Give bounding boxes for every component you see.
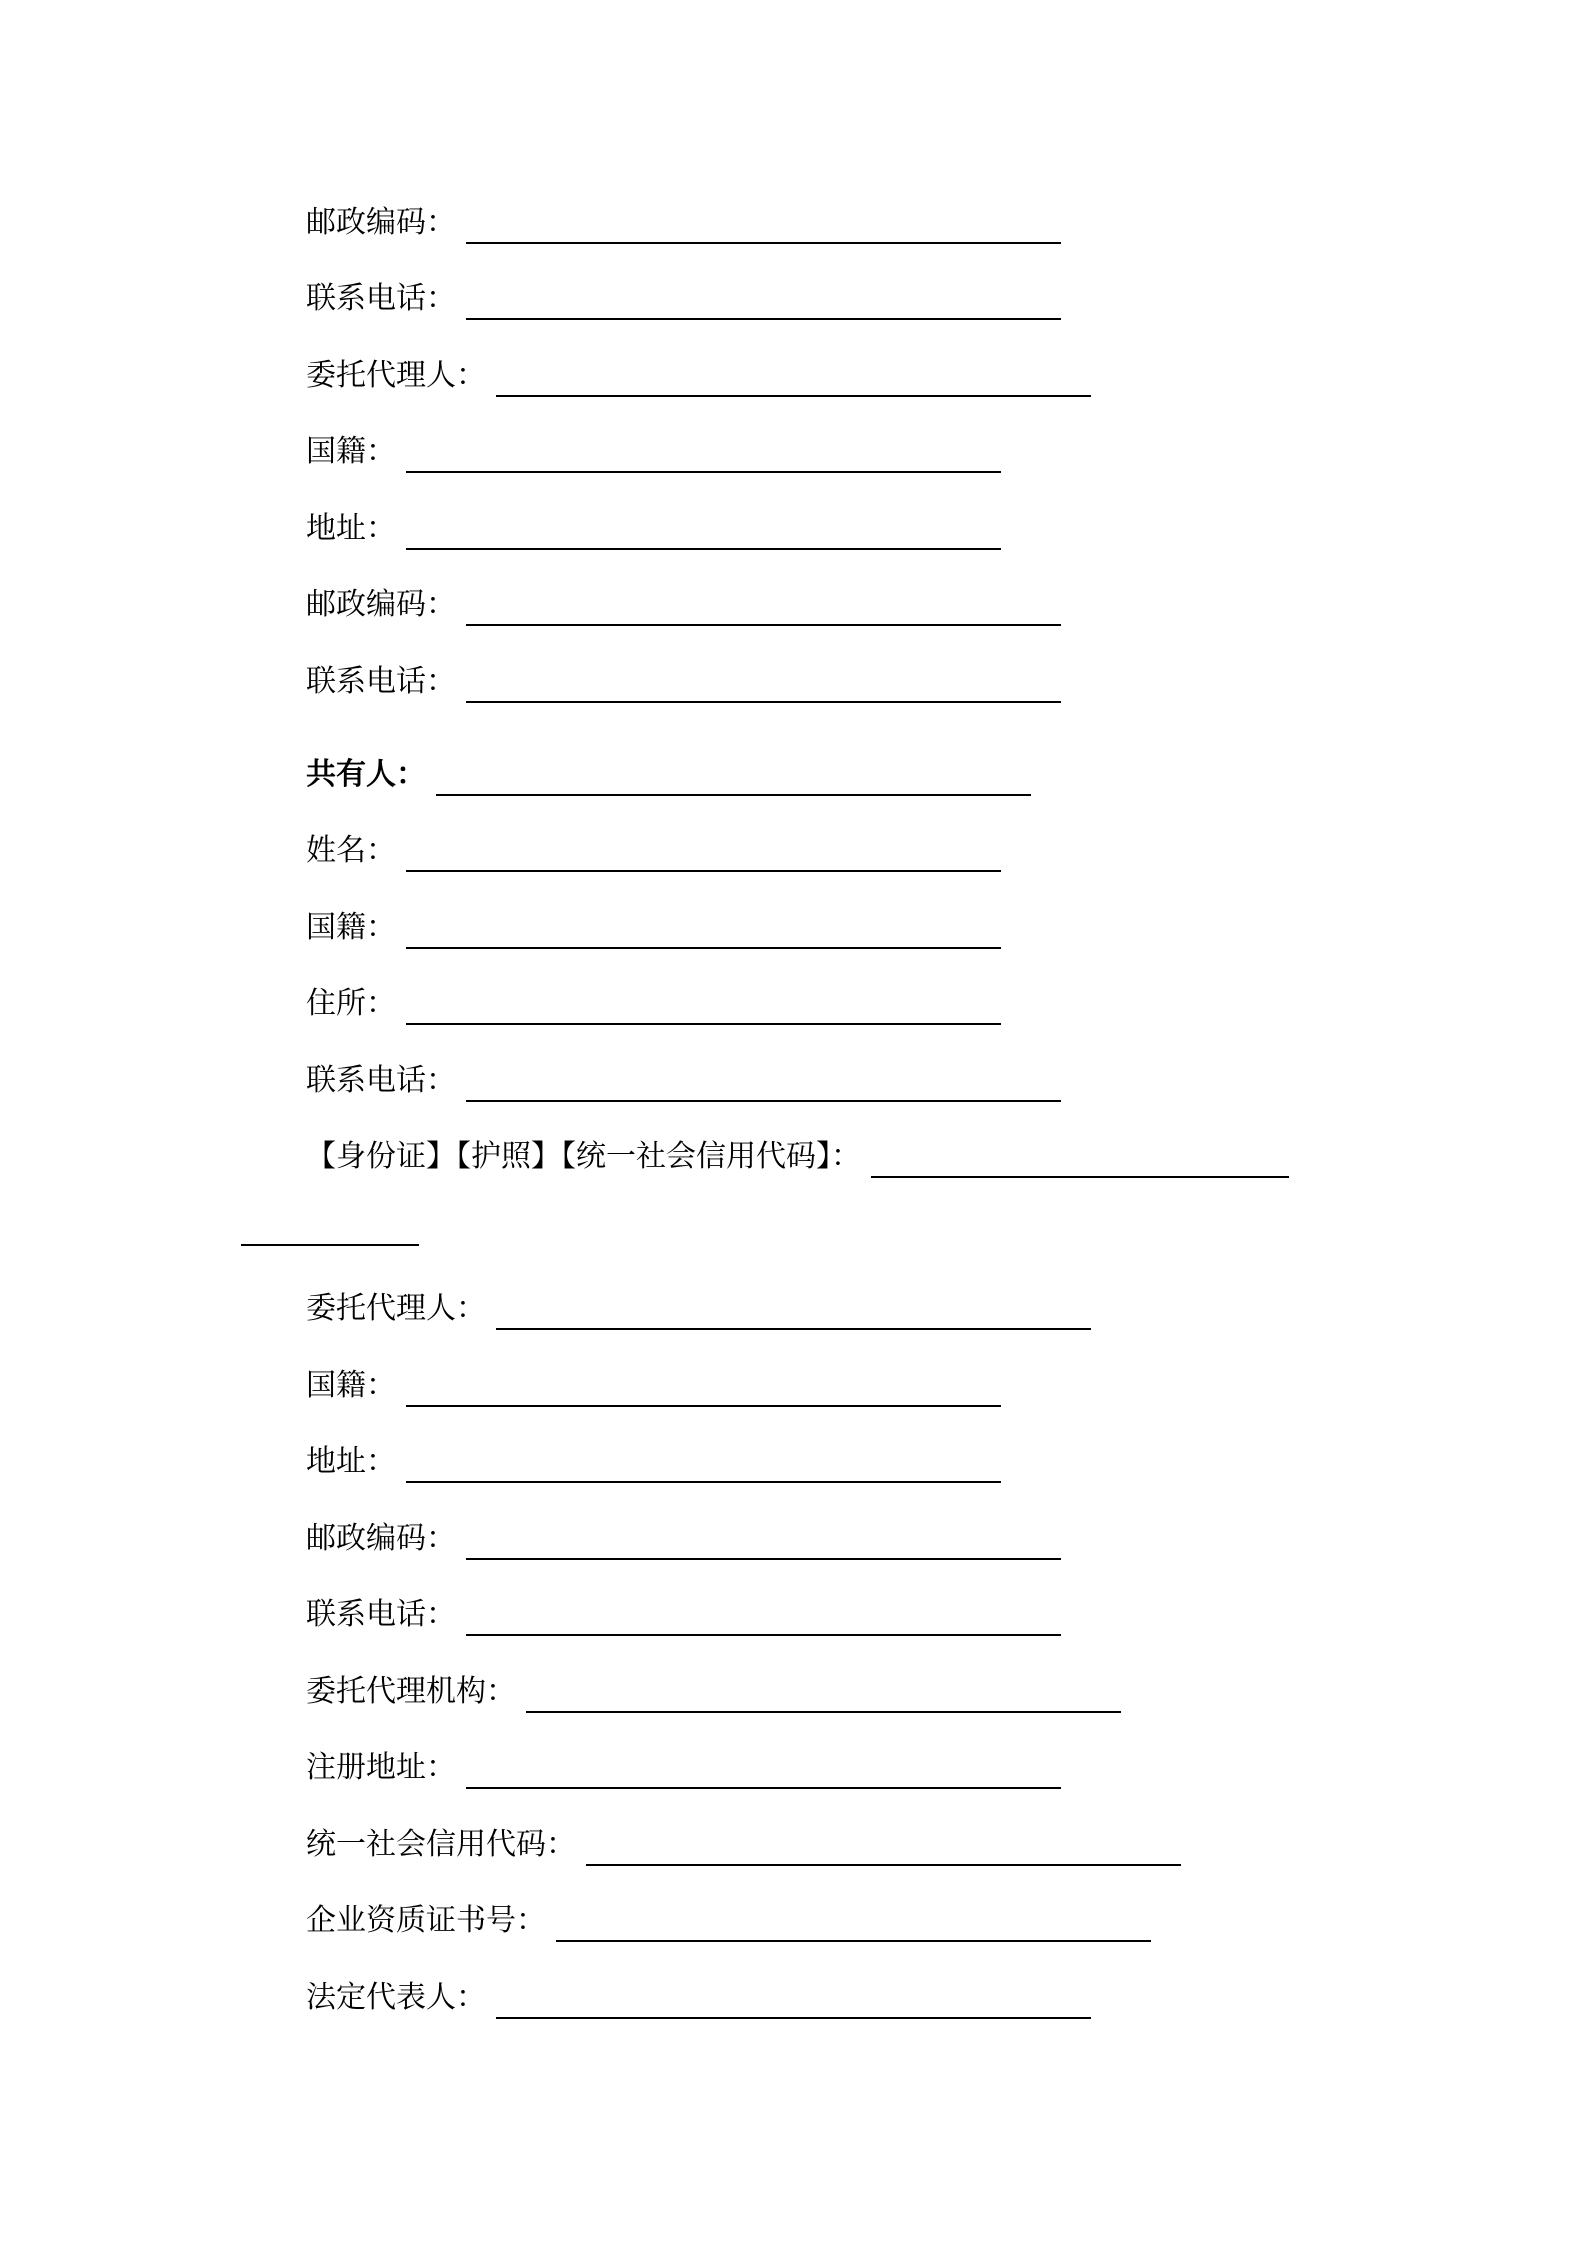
postal-code-blank[interactable]: [466, 242, 1061, 244]
address-label: 地址：: [306, 511, 396, 546]
agent-blank[interactable]: [496, 1328, 1091, 1330]
name-label: 姓名：: [306, 833, 396, 868]
nationality-field: [306, 889, 1001, 949]
address-blank[interactable]: [406, 1481, 1001, 1483]
agent-field: [306, 337, 1091, 397]
address-field: [306, 490, 1001, 550]
postal-code-field: [306, 184, 1061, 244]
registered-address-blank[interactable]: [466, 1787, 1061, 1789]
nationality-blank[interactable]: [406, 471, 1001, 473]
nationality-blank[interactable]: [406, 947, 1001, 949]
agency-label: 委托代理机构：: [306, 1674, 516, 1709]
co-owner-label: 共有人：: [306, 757, 426, 792]
phone-field: [306, 1576, 1061, 1636]
phone-blank[interactable]: [466, 701, 1061, 703]
legal-rep-blank[interactable]: [496, 2017, 1091, 2019]
agent-label: 委托代理人：: [306, 1291, 486, 1326]
credit-code-field: [306, 1806, 1181, 1866]
qualification-cert-blank[interactable]: [556, 1940, 1151, 1942]
id-document-label: 【身份证】【护照】【统一社会信用代码】：: [306, 1139, 861, 1174]
phone-label: 联系电话：: [306, 664, 456, 699]
agent-label: 委托代理人：: [306, 358, 486, 393]
postal-code-field: [306, 1500, 1061, 1560]
phone-label: 联系电话：: [306, 281, 456, 316]
nationality-label: 国籍：: [306, 434, 396, 469]
postal-code-blank[interactable]: [466, 624, 1061, 626]
postal-code-label: 邮政编码：: [306, 1521, 456, 1556]
legal-rep-label: 法定代表人：: [306, 1980, 486, 2015]
credit-code-label: 统一社会信用代码：: [306, 1827, 576, 1862]
agent-blank[interactable]: [496, 395, 1091, 397]
nationality-label: 国籍：: [306, 910, 396, 945]
name-field: [306, 812, 1001, 872]
phone-blank[interactable]: [466, 1634, 1061, 1636]
phone-blank[interactable]: [466, 1100, 1061, 1102]
agency-blank[interactable]: [526, 1711, 1121, 1713]
address-label: 地址：: [306, 1444, 396, 1479]
postal-code-field: [306, 566, 1061, 626]
address-field: [306, 1423, 1001, 1483]
nationality-field: [306, 1347, 1001, 1407]
phone-label: 联系电话：: [306, 1597, 456, 1632]
phone-label: 联系电话：: [306, 1063, 456, 1098]
postal-code-label: 邮政编码：: [306, 205, 456, 240]
id-document-blank-continuation[interactable]: [241, 1244, 419, 1246]
agency-field: [306, 1653, 1121, 1713]
qualification-cert-field: [306, 1882, 1151, 1942]
residence-blank[interactable]: [406, 1023, 1001, 1025]
registered-address-label: 注册地址：: [306, 1750, 456, 1785]
nationality-blank[interactable]: [406, 1405, 1001, 1407]
co-owner-blank[interactable]: [436, 794, 1031, 796]
id-document-field: [306, 1118, 1289, 1178]
postal-code-blank[interactable]: [466, 1558, 1061, 1560]
residence-field: [306, 965, 1001, 1025]
id-document-blank[interactable]: [871, 1176, 1289, 1178]
registered-address-field: [306, 1729, 1061, 1789]
postal-code-label: 邮政编码：: [306, 587, 456, 622]
phone-field: [306, 260, 1061, 320]
phone-field: [306, 1042, 1061, 1102]
co-owner-field: [306, 736, 1031, 796]
address-blank[interactable]: [406, 548, 1001, 550]
residence-label: 住所：: [306, 986, 396, 1021]
credit-code-blank[interactable]: [586, 1864, 1181, 1866]
legal-rep-field: [306, 1959, 1091, 2019]
nationality-field: [306, 413, 1001, 473]
phone-field: [306, 643, 1061, 703]
qualification-cert-label: 企业资质证书号：: [306, 1903, 546, 1938]
name-blank[interactable]: [406, 870, 1001, 872]
agent-field: [306, 1270, 1091, 1330]
nationality-label: 国籍：: [306, 1368, 396, 1403]
phone-blank[interactable]: [466, 318, 1061, 320]
